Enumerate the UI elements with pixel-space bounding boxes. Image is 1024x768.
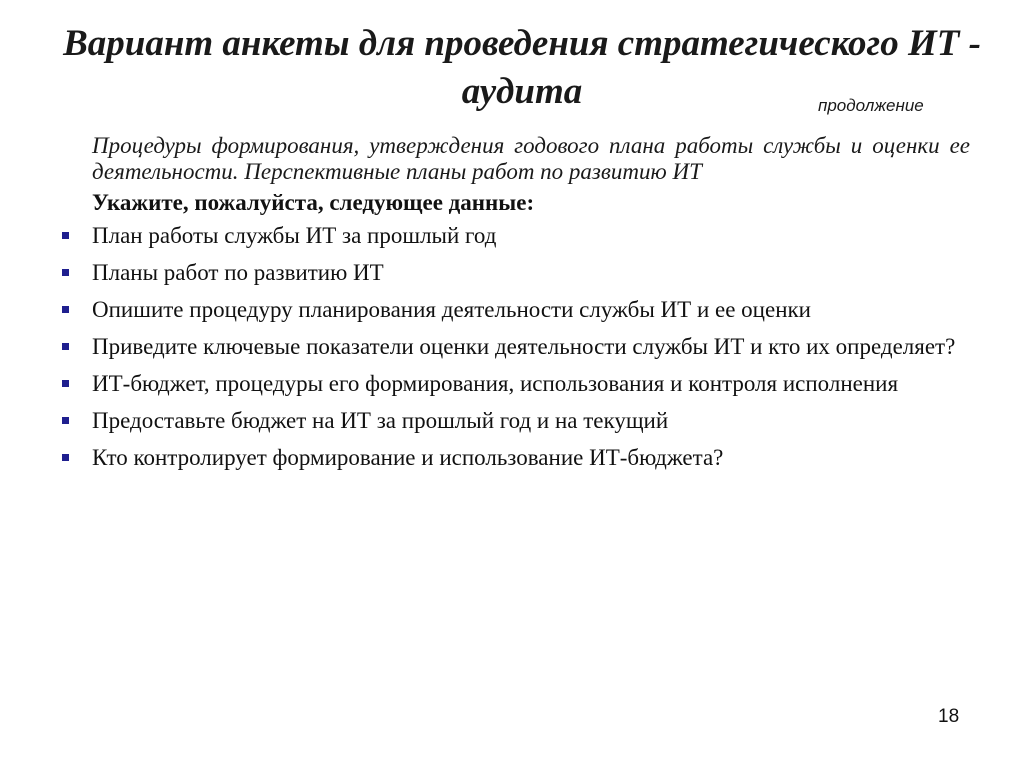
bullet-list <box>92 223 970 471</box>
square-bullet-icon <box>62 232 69 239</box>
square-bullet-icon <box>62 269 69 276</box>
bullet-item <box>92 445 970 471</box>
bullet-item <box>92 297 970 323</box>
bullet-text: Приведите ключевые показатели оценки деятельности службы ИТ и кто их определяет? <box>92 334 956 359</box>
bullet-text: Опишите процедуру планирования деятельности службы ИТ и ее оценки <box>92 297 811 322</box>
bullet-text: Предоставьте бюджет на ИТ за прошлый год и на текущий <box>92 408 669 433</box>
square-bullet-icon <box>62 343 69 350</box>
bullet-text: План работы службы ИТ за прошлый год <box>92 223 497 248</box>
intro-paragraph: Процедуры формирования, утверждения годового плана работы службы и оценки ее деятельности. Перспективные планы работ по развитию ИТ <box>92 133 970 184</box>
square-bullet-icon <box>62 417 69 424</box>
bullet-text: Кто контролирует формирование и использование ИТ-бюджета? <box>92 445 724 470</box>
page-number: 18 <box>938 706 960 727</box>
square-bullet-icon <box>62 380 69 387</box>
continued-label: продолжение <box>818 96 924 115</box>
slide-body <box>92 133 970 482</box>
square-bullet-icon <box>62 306 69 313</box>
slide-title: Вариант анкеты для проведения стратегического ИТ - аудита <box>63 23 981 112</box>
bullet-text: Планы работ по развитию ИТ <box>92 260 384 285</box>
bullet-item <box>92 371 970 397</box>
bullet-item <box>92 223 970 249</box>
square-bullet-icon <box>62 454 69 461</box>
bullet-item <box>92 408 970 434</box>
bullet-item <box>92 260 970 286</box>
bullet-item <box>92 334 970 360</box>
prompt-heading: Укажите, пожалуйста, следующее данные: <box>92 190 535 215</box>
bullet-text: ИТ-бюджет, процедуры его формирования, использования и контроля исполнения <box>92 371 899 396</box>
